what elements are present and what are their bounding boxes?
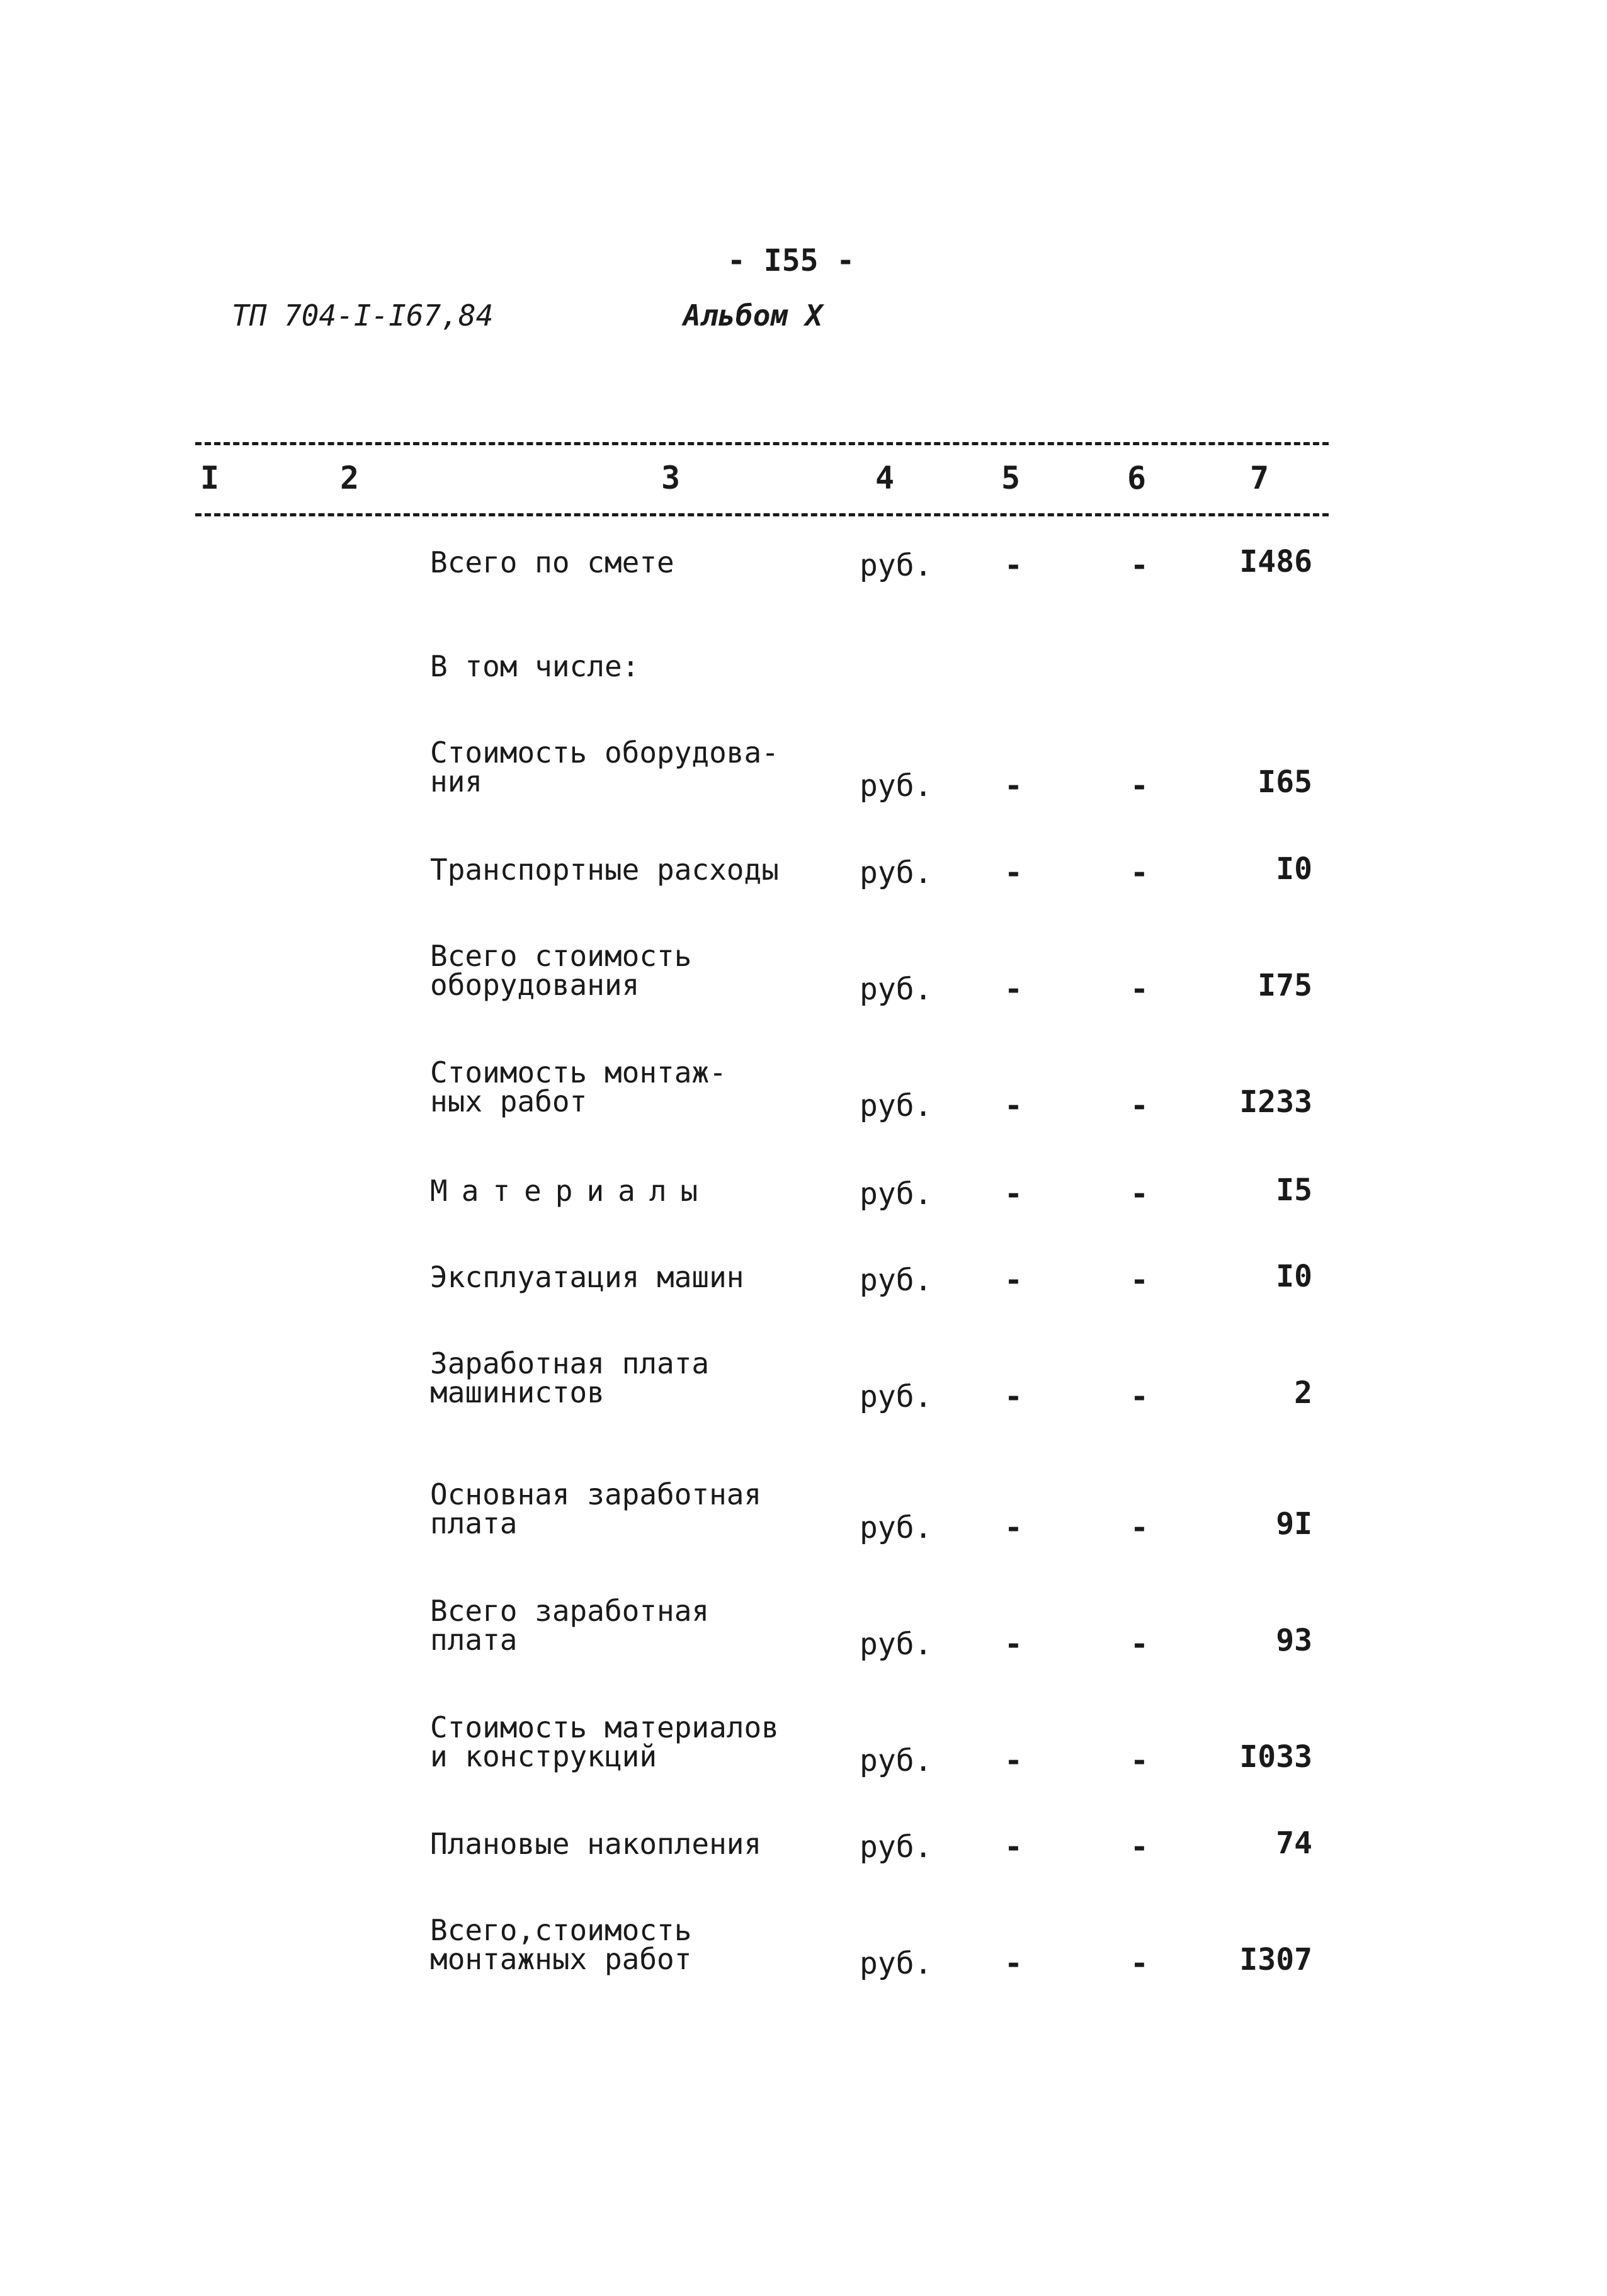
row-col6: - — [1130, 1946, 1149, 1981]
row-col5: - — [1004, 1743, 1023, 1778]
row-unit: руб. — [860, 1263, 933, 1298]
row-description: Всего,стоимость монтажных работ — [430, 1913, 692, 1976]
table-row — [0, 1594, 1607, 1662]
table-header-rule — [195, 513, 1329, 516]
row-description: Стоимость оборудова- ния — [430, 736, 779, 798]
table-row — [0, 1055, 1607, 1123]
album-label: Альбом X — [683, 298, 823, 332]
row-col6: - — [1130, 1627, 1149, 1662]
row-col6: - — [1130, 1088, 1149, 1123]
row-unit: руб. — [860, 1088, 933, 1123]
row-unit: руб. — [860, 972, 933, 1007]
row-value: I65 — [1258, 764, 1312, 800]
table-row — [0, 939, 1607, 1007]
column-number-2: 2 — [340, 460, 360, 496]
row-value: I0 — [1276, 1259, 1312, 1294]
row-description: Эксплуатация машин — [430, 1260, 744, 1294]
row-unit: руб. — [860, 768, 933, 804]
row-col6: - — [1130, 548, 1149, 583]
row-col6: - — [1130, 768, 1149, 804]
row-value: I75 — [1258, 968, 1312, 1003]
row-description: Заработная плата машинистов — [430, 1346, 710, 1409]
table-top-rule — [195, 442, 1329, 445]
row-col6: - — [1130, 1743, 1149, 1778]
row-description: Плановые накопления — [430, 1827, 762, 1861]
row-unit: руб. — [860, 1379, 933, 1414]
row-unit: руб. — [860, 1743, 933, 1778]
row-value: I5 — [1276, 1173, 1312, 1208]
row-col5: - — [1004, 1946, 1023, 1981]
row-value: 74 — [1276, 1826, 1312, 1861]
row-unit: руб. — [860, 1946, 933, 1981]
row-description: Основная заработная плата — [430, 1477, 762, 1540]
row-col5: - — [1004, 1379, 1023, 1414]
row-col5: - — [1004, 1088, 1023, 1123]
row-value: I0 — [1276, 851, 1312, 887]
row-unit: руб. — [860, 1829, 933, 1865]
row-col5: - — [1004, 1627, 1023, 1662]
row-col6: - — [1130, 1510, 1149, 1545]
row-value: I033 — [1239, 1739, 1312, 1775]
column-number-3: 3 — [661, 460, 681, 496]
row-unit: руб. — [860, 548, 933, 583]
document-code: ТП 704-I-I67,84 — [232, 298, 494, 332]
row-unit: руб. — [860, 1510, 933, 1545]
row-col5: - — [1004, 855, 1023, 890]
row-col6: - — [1130, 1379, 1149, 1414]
column-number-7: 7 — [1250, 460, 1269, 496]
row-value: I486 — [1239, 544, 1312, 579]
row-description: Всего стоимость оборудования — [430, 939, 692, 1002]
row-description: Всего по смете — [430, 545, 674, 579]
row-col5: - — [1004, 1510, 1023, 1545]
row-col5: - — [1004, 548, 1023, 583]
column-number-1: I — [200, 460, 220, 496]
row-col6: - — [1130, 1263, 1149, 1298]
row-col5: - — [1004, 1829, 1023, 1865]
table-row — [0, 1346, 1607, 1414]
row-col5: - — [1004, 768, 1023, 804]
page-number: - I55 - — [727, 243, 855, 278]
row-description: Транспортные расходы — [430, 853, 779, 887]
row-col6: - — [1130, 855, 1149, 890]
row-unit: руб. — [860, 1627, 933, 1662]
row-description: Всего заработная плата — [430, 1594, 710, 1657]
table-row — [0, 736, 1607, 804]
row-value: I307 — [1239, 1942, 1312, 1977]
table-row — [0, 1826, 1607, 1865]
row-value: I233 — [1239, 1084, 1312, 1120]
table-row — [0, 851, 1607, 890]
column-number-4: 4 — [875, 460, 895, 496]
row-description: Материалы — [430, 1174, 712, 1208]
row-col6: - — [1130, 1829, 1149, 1865]
table-row — [0, 1173, 1607, 1212]
row-col6: - — [1130, 972, 1149, 1007]
column-number-6: 6 — [1127, 460, 1147, 496]
row-description: Стоимость монтаж- ных работ — [430, 1055, 727, 1118]
row-col6: - — [1130, 1176, 1149, 1212]
row-value: 9I — [1276, 1506, 1312, 1542]
row-value: 93 — [1276, 1623, 1312, 1658]
row-unit: руб. — [860, 855, 933, 890]
column-number-5: 5 — [1001, 460, 1021, 496]
row-col5: - — [1004, 1263, 1023, 1298]
row-col5: - — [1004, 1176, 1023, 1212]
row-unit: руб. — [860, 1176, 933, 1212]
row-description: Стоимость материалов и конструкций — [430, 1710, 779, 1773]
row-col5: - — [1004, 972, 1023, 1007]
row-description: В том числе: — [430, 649, 640, 683]
row-value: 2 — [1294, 1375, 1312, 1411]
